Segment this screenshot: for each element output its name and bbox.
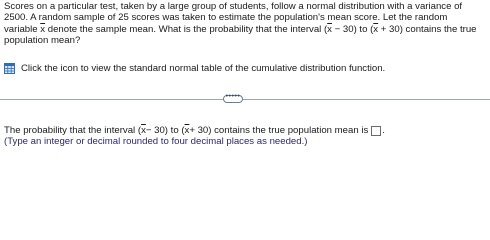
question-line-1: Scores on a particular test, taken by a large group of students, follow a normal distribution with a variance of <box>4 1 463 12</box>
table-grid-icon[interactable] <box>4 63 15 74</box>
sample-mean-symbol: $\overline{x}$ <box>327 23 332 35</box>
question-line-4: population mean? <box>4 35 81 47</box>
question-line-3-post: denote the sample mean. What is the probability that the interval ( <box>45 23 328 35</box>
more-dots-icon: ••••• <box>225 93 241 100</box>
question-line-3-end: + 30) contains the true <box>378 23 477 35</box>
sample-mean-symbol: $\overline{x}$ <box>184 125 190 136</box>
question-line-3 <box>4 24 488 35</box>
question-text <box>4 1 488 47</box>
answer-section <box>4 125 385 148</box>
section-divider <box>0 99 490 100</box>
question-line-3-mid: − 30) to ( <box>331 23 374 35</box>
sample-mean-symbol: $\overline{x}$ <box>373 23 379 35</box>
answer-line <box>4 125 385 136</box>
sample-mean-symbol: $\overline{x}$ <box>40 23 46 35</box>
answer-post: + 30) contains the true population mean is <box>189 125 369 136</box>
answer-pre: The probability that the interval ( <box>4 125 142 136</box>
answer-period: . <box>382 125 385 136</box>
expand-more-button[interactable] <box>223 95 243 103</box>
question-line-3-pre: variable <box>4 23 41 35</box>
normal-table-link-text: Click the icon to view the standard normal table of the cumulative distribution function. <box>21 63 386 74</box>
sample-mean-symbol: $\overline{x}$ <box>141 125 146 136</box>
answer-input-box[interactable] <box>371 126 381 136</box>
question-line-2: 2500. A random sample of 25 scores was taken to estimate the population's mean score. Let the random <box>4 12 448 24</box>
normal-table-link-row <box>4 63 385 74</box>
answer-mid: − 30) to ( <box>145 125 185 136</box>
answer-format-hint: (Type an integer or decimal rounded to four decimal places as needed.) <box>4 136 308 148</box>
